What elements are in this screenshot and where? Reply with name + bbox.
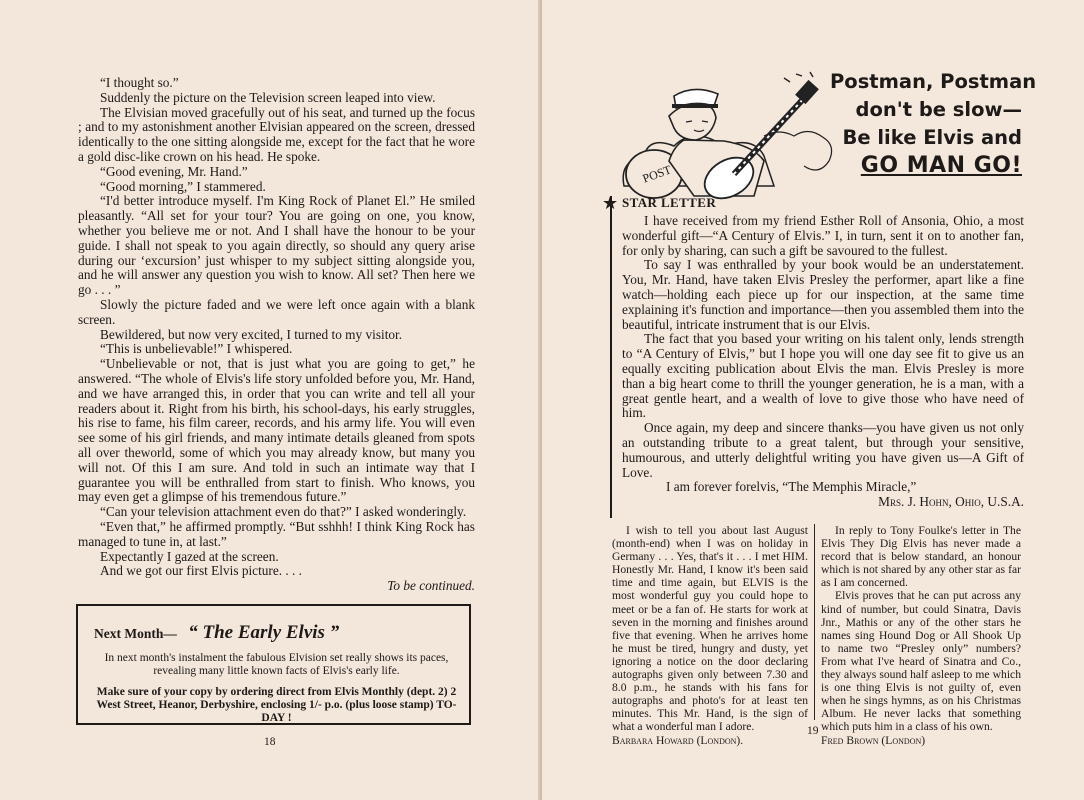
- letter-text: I wish to tell you about last August (month-end) when I was on holiday in Germany . . . Yes, that's it . . . I met HIM. Honestly Mr. Hand, I know it's been said time and time again, but ELVIS is the most wonderful guy you could hope to meet or be a fan of. He starts for work at seven in the morning and finishes around five that evening. When he arrives home he must be tired, hungry and dusty, yet ignoring a notice on the door declaring autographs given only between 7.30 and 8.0 p.m., he stands with his fans for autographs and photo's for at least ten minutes. This Mr. Hand, is the sign of what a wonderful man I adore.: [612, 524, 808, 734]
- headline-line: GO MAN GO!: [860, 153, 1022, 178]
- column-divider: [814, 524, 815, 720]
- story-paragraph: “I'd better introduce myself. I'm King Rock of Planet El.” He smiled pleasantly. “All set for your tour? You are going on one, you know, whether you believe me or not. And I shall have the honour to be your guide. I shall not speak to you again directly, so should any query arise during our ‘excursion’ just whisper to my subject sitting alongside you, and he will answer any question you wish to know. All set? Then here we go . . . ”: [78, 193, 475, 298]
- star-letter-text: [622, 214, 1024, 510]
- story-paragraph: “Good evening, Mr. Hand.”: [100, 163, 248, 179]
- headline-line: Be like Elvis and: [842, 126, 1022, 149]
- star-letter-paragraph: Once again, my deep and sincere thanks—you have given us not only an outstanding tribute to a great talent, but through your sensitive, humourous, and utterly delightful writing you have given us—A Gift of Love.: [622, 420, 1024, 480]
- letter-text: In reply to Tony Foulke's letter in The Elvis They Dig Elvis has never made a record that is below standard, an honour which is not shared by any other star as far as I am concerned.: [821, 524, 1021, 590]
- page-number: 19: [807, 725, 819, 737]
- next-month-heading: Next Month— “ The Early Elvis ”: [94, 622, 340, 643]
- next-month-description: In next month's instalment the fabulous Elvision set really shows its paces, revealing many little known facts of Elvis's early life.: [104, 652, 449, 677]
- headline-line: Postman, Postman: [830, 70, 1037, 93]
- star-letter-paragraph: The fact that you based your writing on his talent only, lends strength to “A Century of Elvis,” but I hope you will one day see fit to give us an equally exciting publication about Elvis the man. Elvis Presley is more than a big heart come to thrill the younger generation, he is a man, with a great gentle heart, and a wealth of love to give those who have need of him.: [622, 331, 1024, 421]
- star-letter-signature: Mrs. J. Hohn, Ohio, U.S.A.: [878, 494, 1024, 510]
- story-paragraph: And we got our first Elvis picture. . . .: [100, 563, 303, 579]
- story-paragraph: “Even that,” he affirmed promptly. “But sshhh! I think King Rock has managed to tune in, at last.”: [78, 518, 475, 549]
- story-text: [78, 76, 475, 594]
- order-instructions: Make sure of your copy by ordering direct from Elvis Monthly (dept. 2) 2 West Street, Heanor, Derbyshire, enclosing 1/- p.o. (plus loose stamp) TO-DAY !: [96, 686, 457, 724]
- next-month-box: [76, 604, 471, 725]
- star-letter-paragraph: To say I was enthralled by your book would be an understatement. You, Mr. Hand, have taken Elvis Presley the performer, apart like a fine watch—holding each piece up for our inspection, at the same time explaining it's function and importance—then you assembled them into the beautiful, intricate instrument that is our Elvis.: [622, 257, 1024, 332]
- headline: [830, 68, 1037, 180]
- page-number: 18: [264, 736, 276, 748]
- letter-fred-brown: [821, 524, 1021, 747]
- star-letter-title: STAR LETTER: [622, 195, 717, 210]
- story-paragraph: The Elvisian moved gracefully out of his seat, and turned up the focus ; and to my astonishment another Elvisian appeared on the screen, dressed identically to the one sitting alongside me, except for the fact that he wore a gold disc-like crown on his head. He spoke.: [78, 104, 475, 164]
- star-letter-paragraph: I am forever forelvis, “The Memphis Miracle,”: [666, 479, 917, 495]
- next-month-title: “ The Early Elvis ”: [188, 622, 340, 643]
- story-paragraph: Suddenly the picture on the Television screen leaped into view.: [100, 89, 436, 105]
- star-letter-paragraph: I have received from my friend Esther Roll of Ansonia, Ohio, a most wonderful gift—“A Century of Elvis.” I, in turn, sent it on to another fan, for only by sharing, can such a gift be savoured to the fullest.: [622, 213, 1024, 258]
- story-paragraph: Bewildered, but now very excited, I turned to my visitor.: [100, 326, 403, 342]
- right-page: [542, 0, 1084, 800]
- postman-guitar-illustration: [614, 66, 844, 206]
- story-paragraph: “Unbelievable or not, that is just what you are going to get,” he answered. “The whole of Elvis's life story unfolded before you, Mr. Hand, and we have arranged this, in order that you can write and tell all your readers about it. Right from his birth, his school-days, his early struggles, his rise to fame, his film career, records, and his army life. You will even see some of his girl friends, and many intimate details gleaned from spots all over theworld, some of which you may already know, but many you will not. Of this I am sure. And told in such an intimate way that I guarantee you will be enthralled from start to finish. Who knows, you may even get a glimpse of his tremendous future.”: [78, 356, 475, 505]
- story-paragraph: Expectantly I gazed at the screen.: [100, 548, 279, 564]
- star-icon: ★: [602, 193, 619, 213]
- story-paragraph: “I thought so.”: [100, 75, 179, 90]
- headline-line: don't be slow—: [855, 98, 1022, 121]
- to-be-continued: To be continued.: [387, 578, 475, 594]
- left-page: [0, 0, 541, 800]
- letter-barbara-howard: [612, 524, 808, 747]
- post-bag-label: POST: [640, 162, 674, 186]
- star-letter-rule: [610, 196, 612, 518]
- story-paragraph: “Good morning,” I stammered.: [100, 178, 266, 194]
- story-paragraph: “Can your television attachment even do that?” I asked wonderingly.: [100, 504, 467, 520]
- letter-text: Elvis proves that he can put across any kind of number, but could Sinatra, Davis Jnr., Mathis or any of the other stars he names sing Hound Dog or All Shook Up to name two “Presley only” numbers? From what I've heard of Sinatra and Co., they always sound half asleep to me which is one thing Elvis is not guilty of, even when he sings hymns, as on his Christmas Album. He never lacks that something which puts him in a class of his own.: [821, 589, 1021, 734]
- story-paragraph: Slowly the picture faded and we were left once again with a blank screen.: [78, 296, 475, 327]
- story-paragraph: “This is unbelievable!” I whispered.: [100, 341, 293, 357]
- letter-signature: Barbara Howard (London).: [612, 733, 744, 747]
- letter-signature: Fred Brown (London): [821, 733, 926, 747]
